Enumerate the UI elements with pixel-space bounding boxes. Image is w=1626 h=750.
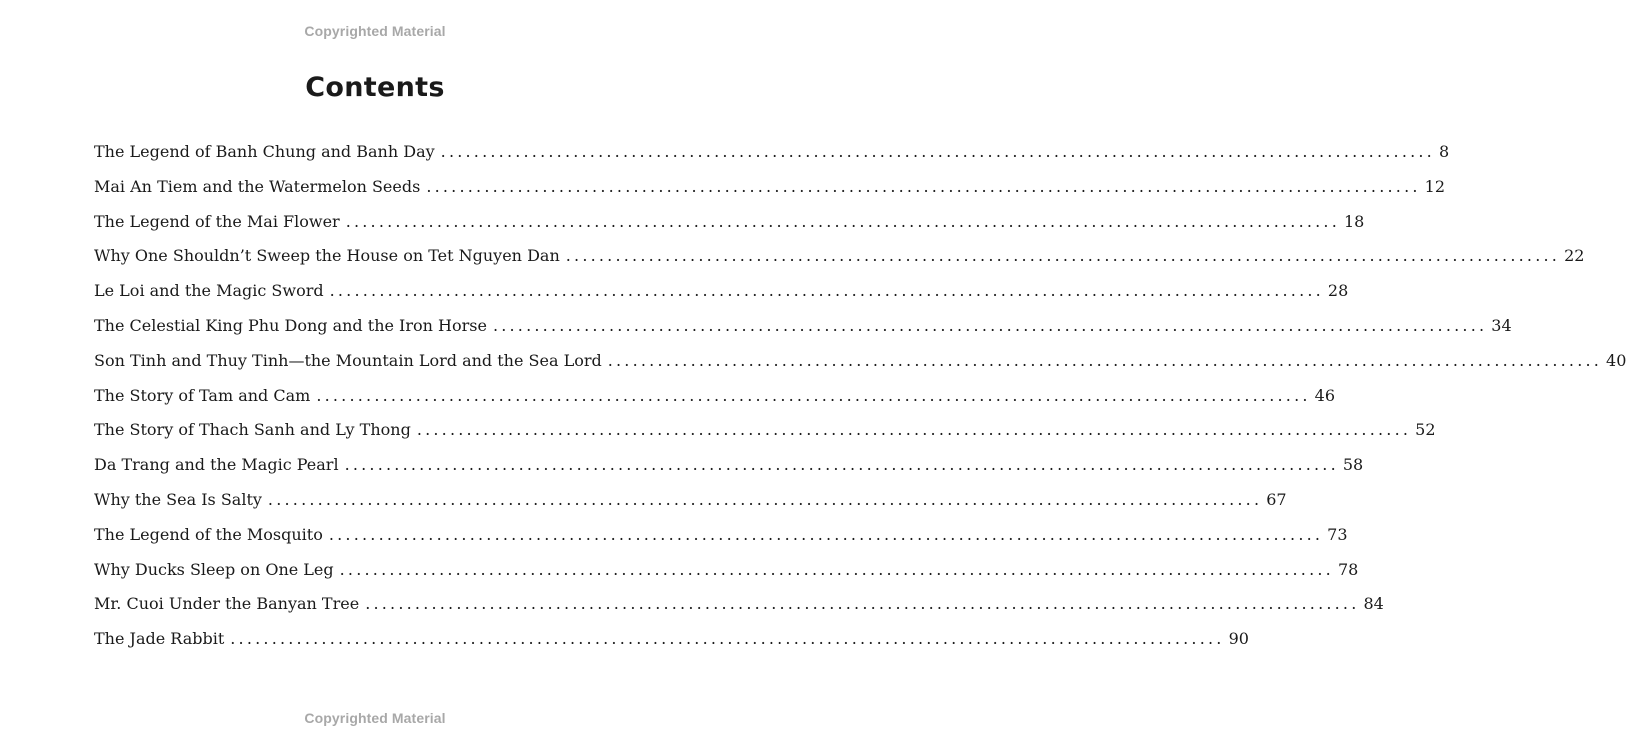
toc-page-number: 34: [1491, 315, 1512, 335]
toc-entry[interactable]: [94, 385, 1335, 421]
toc-entry-title: The Story of Thach Sanh and Ly Thong: [94, 420, 417, 439]
toc-entry-title: Why One Shouldn’t Sweep the House on Tet Nguyen Dan: [94, 246, 566, 265]
toc-dot-leader: ........................................................................................................................: [440, 142, 1435, 161]
toc-page-number: 84: [1363, 594, 1384, 614]
toc-dot-leader: ........................................................................................................................: [426, 176, 1421, 196]
toc-page-number: 73: [1327, 524, 1348, 544]
toc-dot-leader: ........................................................................................................................: [492, 315, 1488, 335]
toc-entry[interactable]: [94, 455, 1364, 490]
toc-dot-leader: ........................................................................................................................: [365, 594, 1360, 614]
toc-page-number: 46: [1314, 385, 1335, 405]
toc-page-number: 58: [1342, 455, 1364, 475]
table-of-contents: [94, 142, 1626, 664]
toc-entry[interactable]: [94, 246, 1585, 281]
toc-page-number: 12: [1424, 176, 1445, 196]
toc-entry[interactable]: [94, 281, 1349, 316]
toc-entry[interactable]: [94, 489, 1287, 525]
toc-dot-leader: ........................................................................................................................: [344, 455, 1339, 475]
toc-entry-title: Le Loi and the Magic Sword: [94, 281, 330, 300]
toc-entry[interactable]: [94, 559, 1359, 595]
copyright-watermark-bottom: Copyrighted Material: [304, 710, 446, 726]
toc-entry-title: Why Ducks Sleep on One Leg: [94, 560, 340, 579]
toc-entry-title: The Legend of the Mai Flower: [94, 212, 346, 231]
toc-entry-title: The Legend of Banh Chung and Banh Day: [94, 142, 441, 161]
toc-dot-leader: ........................................................................................................................: [328, 524, 1324, 544]
toc-dot-leader: ........................................................................................................................: [607, 350, 1603, 370]
page-title: Contents: [305, 72, 445, 103]
toc-dot-leader: ........................................................................................................................: [267, 489, 1263, 509]
toc-dot-leader: ........................................................................................................................: [230, 629, 1225, 649]
toc-page-number: 78: [1337, 559, 1359, 579]
toc-entry[interactable]: [94, 594, 1384, 629]
toc-entry[interactable]: [94, 315, 1512, 351]
toc-entry-title: The Legend of the Mosquito: [94, 525, 329, 544]
toc-entry-title: Son Tinh and Thuy Tinh—the Mountain Lord and the Sea Lord: [94, 351, 608, 370]
toc-entry[interactable]: [94, 350, 1626, 386]
toc-page-number: 18: [1344, 211, 1365, 231]
toc-entry[interactable]: [94, 211, 1365, 247]
toc-entry-title: Mai An Tiem and the Watermelon Seeds: [94, 177, 426, 196]
copyright-watermark-top: Copyrighted Material: [304, 23, 446, 39]
toc-entry-title: Mr. Cuoi Under the Banyan Tree: [94, 594, 365, 613]
toc-page-number: 28: [1327, 281, 1349, 301]
toc-page-number: 67: [1266, 489, 1287, 509]
toc-page-number: 52: [1415, 420, 1436, 440]
toc-page-number: 40: [1606, 350, 1626, 370]
toc-page-number: 22: [1564, 246, 1585, 266]
toc-dot-leader: ........................................................................................................................: [416, 420, 1412, 440]
toc-dot-leader: ........................................................................................................................: [329, 281, 1324, 301]
toc-page-number: 90: [1228, 629, 1249, 649]
toc-dot-leader: ........................................................................................................................: [565, 246, 1561, 266]
toc-entry-title: The Story of Tam and Cam: [94, 386, 316, 405]
toc-entry[interactable]: [94, 629, 1249, 664]
toc-dot-leader: ........................................................................................................................: [339, 559, 1334, 579]
toc-entry[interactable]: [94, 524, 1348, 560]
toc-entry[interactable]: [94, 142, 1450, 177]
toc-entry[interactable]: [94, 420, 1436, 455]
toc-dot-leader: ........................................................................................................................: [345, 211, 1340, 231]
toc-entry-title: The Jade Rabbit: [94, 629, 230, 648]
toc-entry-title: The Celestial King Phu Dong and the Iron Horse: [94, 316, 493, 335]
toc-entry[interactable]: [94, 176, 1445, 212]
toc-dot-leader: ........................................................................................................................: [316, 385, 1311, 405]
toc-entry-title: Why the Sea Is Salty: [94, 490, 268, 509]
toc-page-number: 8: [1438, 142, 1450, 161]
toc-entry-title: Da Trang and the Magic Pearl: [94, 455, 345, 474]
